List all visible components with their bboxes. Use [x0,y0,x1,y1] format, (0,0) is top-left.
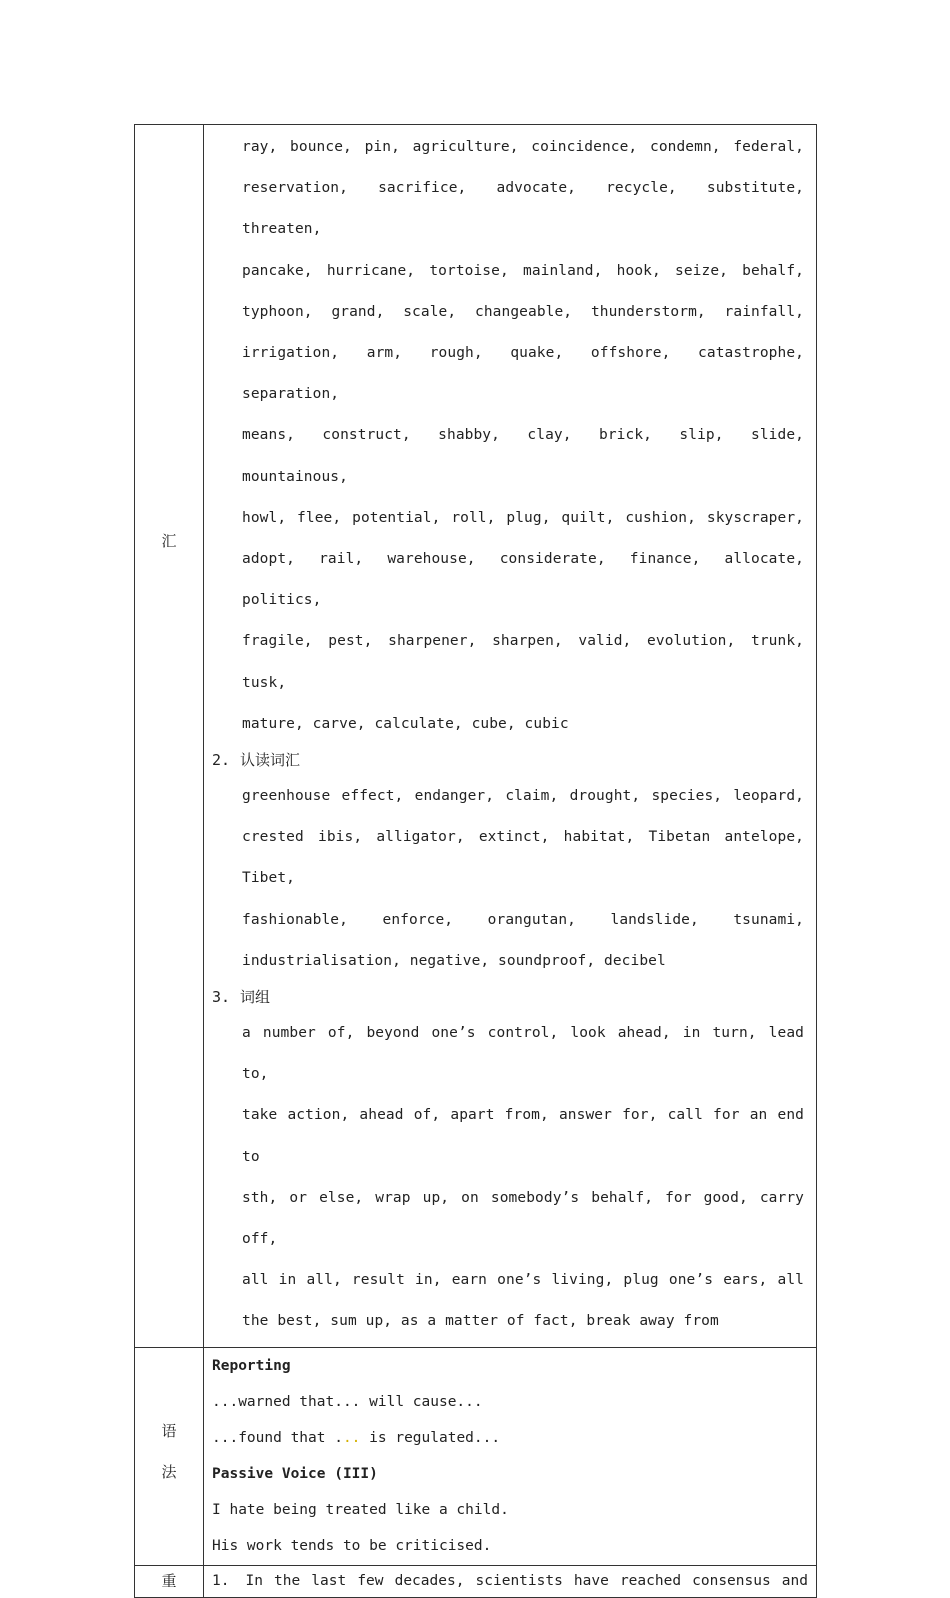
key-points-content-cell [204,1565,817,1597]
section3-phrase-list [212,1013,804,1343]
reporting-example-part: ...found that . [212,1429,343,1446]
grammar-label-1: 语 [161,1421,177,1440]
reporting-example-part: is regulated... [360,1429,501,1446]
key-point-number: 1. [212,1572,230,1589]
grammar-label-cell [135,1347,204,1565]
word-line: fashionable, enforce, orangutan, landslide, tsunami, [242,911,804,928]
key-points-label-cell [135,1565,204,1597]
vocabulary-label: 汇 [161,532,177,550]
phrase-line: sth, or else, wrap up, on somebody’s behalf, for good, carry off, [242,1189,804,1248]
grammar-content-cell [204,1347,817,1565]
word-line: irrigation, arm, rough, quake, offshore, catastrophe, separation, [242,345,804,403]
section3-title: 词组 [240,988,271,1007]
section2-number: 2. [212,751,231,770]
vocabulary-content-cell [204,125,817,1348]
section2-heading [212,745,804,776]
section2-word-list [212,776,804,982]
reporting-example: ...warned that... will cause... [212,1393,483,1410]
word-line: reservation, sacrifice, advocate, recycle, substitute, threaten, [242,180,804,238]
section2-title: 认读词汇 [240,751,301,770]
word-line: mature, carve, calculate, cube, cubic [242,715,569,732]
word-line: crested ibis, alligator, extinct, habitat, Tibetan antelope, Tibet, [242,829,804,887]
phrase-line: the best, sum up, as a matter of fact, break away from [242,1313,719,1330]
syllabus-table [134,124,817,1598]
word-line: typhoon, grand, scale, changeable, thunderstorm, rainfall, [242,303,804,320]
word-line: adopt, rail, warehouse, considerate, finance, allocate, politics, [242,551,804,609]
key-point-text: In the last few decades, scientists have reached consensus and [245,1572,808,1589]
word-line: howl, flee, potential, roll, plug, quilt, cushion, skyscraper, [242,509,804,526]
word-line: fragile, pest, sharpener, sharpen, valid, evolution, trunk, tusk, [242,633,804,691]
passive-voice-title: Passive Voice (III) [212,1465,378,1482]
grammar-row [135,1347,817,1565]
grammar-label-2: 法 [161,1462,177,1481]
reporting-example [212,1420,808,1456]
word-line: pancake, hurricane, tortoise, mainland, hook, seize, behalf, [242,262,804,279]
word-line: ray, bounce, pin, agriculture, coincidence, condemn, federal, [242,139,804,155]
section3-heading [212,982,804,1013]
word-line: means, construct, shabby, clay, brick, slip, slide, mountainous, [242,427,804,485]
passive-example: I hate being treated like a child. [212,1501,509,1518]
vocabulary-row [135,125,817,1348]
phrase-line: a number of, beyond one’s control, look ahead, in turn, lead to, [242,1025,804,1083]
highlighted-dots: .. [342,1429,361,1446]
key-points-label: 重 [161,1571,177,1590]
vocabulary-label-cell [135,125,204,1348]
passive-example: His work tends to be criticised. [212,1537,492,1554]
word-line: industrialisation, negative, soundproof, decibel [242,952,666,969]
key-point-line [212,1566,808,1596]
phrase-line: all in all, result in, earn one’s living, plug one’s ears, all [242,1272,804,1289]
reporting-title: Reporting [212,1357,291,1374]
section3-number: 3. [212,988,231,1007]
key-points-row [135,1565,817,1597]
section1-word-list [212,127,804,745]
word-line: greenhouse effect, endanger, claim, drought, species, leopard, [242,788,804,805]
phrase-line: take action, ahead of, apart from, answer for, call for an end to [242,1107,804,1165]
